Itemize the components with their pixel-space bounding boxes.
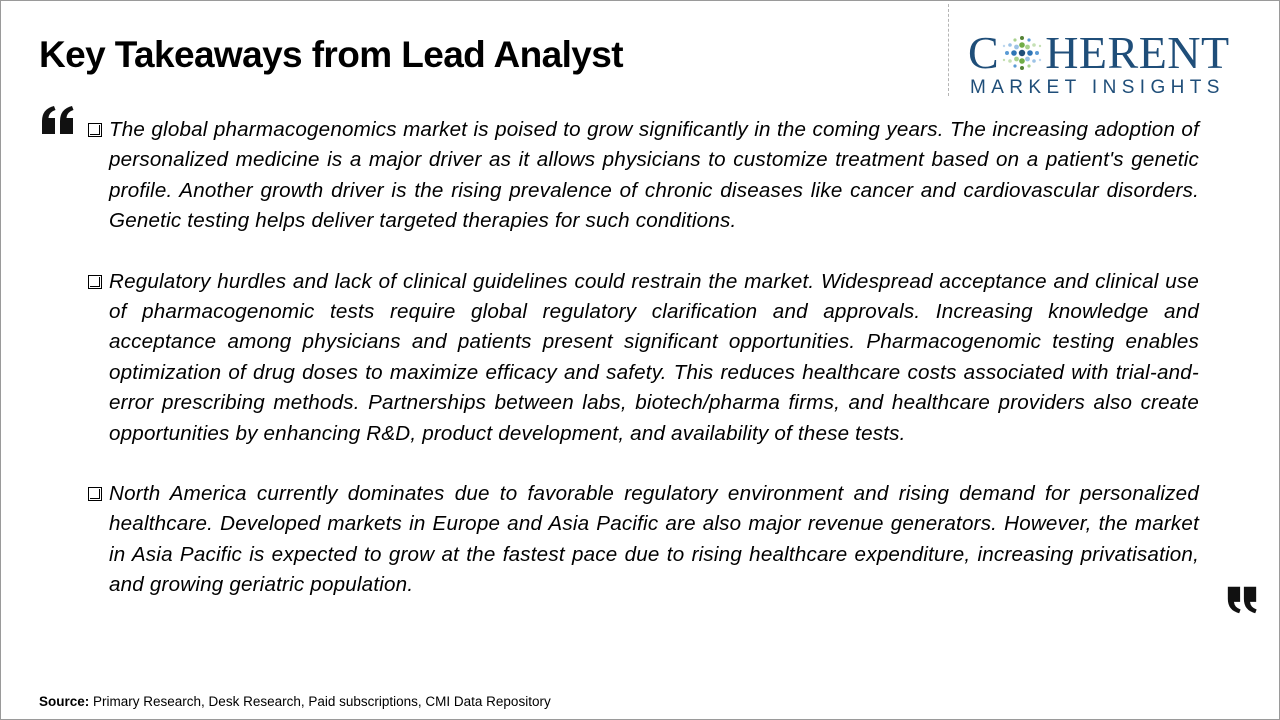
takeaway-text: Regulatory hurdles and lack of clinical guidelines could restrain the market. Widespread acceptance and clinical use of pharmacogenomic tests require global regulatory clarification and approvals. Increasing knowledge and acceptance among physicians and patients present significant opportunities. Pharmacogenomic testing enables optimization of drug doses to maximize efficacy and safety. This reduces healthcare costs associated with trial-and-error prescribing methods. Partnerships between labs, biotech/pharma firms, and healthcare providers also create opportunities by enhancing R&D, product development, and availability of these tests.: [109, 269, 1199, 445]
takeaway-text: North America currently dominates due to favorable regulatory environment and rising demand for personalized healthcare. Developed markets in Europe and Asia Pacific are also major revenue generators. However, the market in Asia Pacific is expected to grow at the fastest pace due to rising healthcare expenditure, increasing privatisation, and growing geriatric population.: [109, 482, 1199, 597]
page-title: Key Takeaways from Lead Analyst: [39, 34, 623, 75]
source-note: [39, 694, 551, 709]
globe-icon: [1000, 32, 1044, 74]
header-divider: [948, 4, 949, 96]
logo-wordmark: [968, 27, 1230, 78]
takeaway-item: [85, 115, 1199, 237]
takeaway-item: [85, 479, 1199, 601]
close-quote-icon: [1225, 584, 1259, 616]
takeaway-text: The global pharmacogenomics market is poised to grow significantly in the coming years. The increasing adoption of personalized medicine is a major driver as it allows physicians to customize treatment based on a patient's genetic profile. Another growth driver is the rising prevalence of chronic diseases like cancer and cardiovascular disorders. Genetic testing helps deliver targeted therapies for such conditions.: [109, 118, 1199, 233]
source-text: Primary Research, Desk Research, Paid subscriptions, CMI Data Repository: [93, 694, 551, 709]
logo-letters-herent: HERENT: [1045, 27, 1230, 78]
takeaway-item: [85, 267, 1199, 449]
logo-letter-c: C: [968, 27, 1000, 78]
checkbox-bullet-icon: [88, 487, 102, 501]
checkbox-bullet-icon: [88, 275, 102, 289]
logo-tagline: MARKET INSIGHTS: [970, 77, 1225, 98]
takeaways-list: [85, 115, 1199, 631]
company-logo: [968, 27, 1268, 100]
checkbox-bullet-icon: [88, 123, 102, 137]
source-label: Source:: [39, 694, 90, 709]
open-quote-icon: [40, 104, 76, 136]
